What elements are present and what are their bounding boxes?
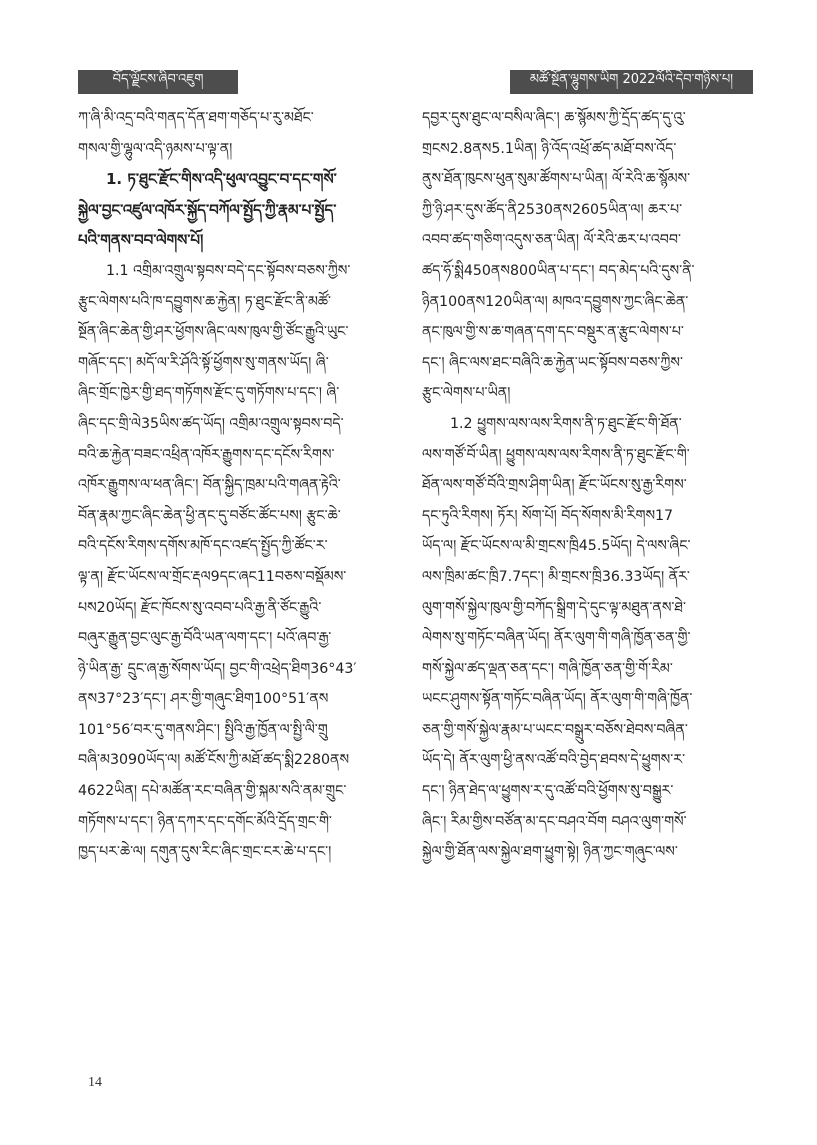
text-line: གཞོང་དང་། མདོ་ལ་རི་ཤོའི་སྟོ་ཕྱོགས་སུ་གནས་ཡོད། ཞི་ [78, 354, 329, 371]
right-column [422, 103, 754, 868]
running-header-left: བོད་ལྗོངས་ཞིབ་འཇུག [78, 70, 238, 94]
subsection-start: 1.2 ཕྱུགས་ལས་ལས་རིགས་ནི་ཏ་ཐུང་རྫོང་གི་ཐོན་ [450, 415, 682, 432]
text-line: ཚད་ཧོ་སྨི450ནས800ཡིན་པ་དང་། བད་མེད་པའི་དུས་ནི་ [422, 262, 695, 279]
text-line: ཅན་གྱི་གསོ་སྐྱེལ་རྣམ་པ་ཡངང་བསྒྲུར་བཅོས་ཐེབས་བཞིན་ [422, 721, 688, 738]
text-line: ཐོན་ལས་གཙོ་བོའི་གྲས་ཤིག་ཡིན། རྫོང་ཡོངས་སུ་རྒྱ་རིགས་ [422, 477, 687, 494]
text-line: སྐྱེལ་གྱི་ཐོན་ལས་སྐྱེལ་ཐག་ཕྱུག་སྟེ། ཉིན་ཀྱང་གཞུང་ལས་ [422, 844, 678, 861]
text-line: ཞིང་དང་གྲི་ལེ35ཡིས་ཚད་ཡོད། འགྲིམ་འགྲུལ་སྟབས་བདེ་ [78, 415, 344, 432]
text-line: ཉིན100ནས120ཡིན་ལ། མཁའ་དབྱུགས་ཀྱང་ཞིང་ཆེན་ [422, 293, 689, 310]
text-line: ཁྱད་པར་ཆེ་ལ། དགུན་དུས་རིང་ཞིང་གྲང་ངར་ཆེ་པ་དང་། [78, 844, 332, 861]
text-line: 4622ཡིན། དཔེ་མཚོན་རང་བཞིན་གྱི་སྐམ་སའི་ནམ་གྲུང་ [78, 783, 347, 800]
text-line: རྩུང་ལེགས་པ་ཡིན། [422, 385, 511, 402]
text-line: ལུག་གསོ་སྐྱེལ་ཁུལ་གྱི་བཀོད་སྒྲིག་དེ་དུང་ལྟ་མཐུན་ནས་ཐེ་ [422, 599, 686, 616]
text-line: ཡོད་དེ། ནོར་ལུག་ཕྱི་ནས་འཚོ་བའི་བྱེད་ཐབས་དེ་ཕྱུགས་ར་ [422, 752, 686, 769]
text-line: ལས་ཁྲིམ་ཚང་ཁྲི7.7དང་། མི་གྲངས་ཁྲི36.33ཡོད། ནོར་ [422, 568, 690, 585]
text-line: ཀྱི་ཉི་ཤར་དུས་ཚོད་ནི2530ནས2605ཡིན་ལ། ཆར་པ་ [422, 201, 683, 218]
running-header-right: མཚོ་སྔོན་ལྷུགས་ཡིག 2022ལོའི་དེབ་གཉིས་པ། [510, 70, 753, 94]
text-line: རྩུང་ལེགས་པའི་ཁ་དབྱུགས་ཆ་རྐྱེན། ཏ་ཐུང་རྫོང་ནི་མཚོ་ [78, 293, 332, 310]
text-line: ལྟ་ན། རྫོང་ཡོངས་ལ་གྲོང་རྡལ9དང་ཞང11བཅས་བསྡོམས་ [78, 568, 347, 585]
text-line: ཞིང་། རིམ་གྱིས་བཙོན་མ་དང་བཤའ་བོག བཤའ་ལུག་གསོ་ [422, 813, 687, 830]
text-line: སྔོན་ཞིང་ཆེན་གྱི་ཤར་ཕྱོགས་ཞིང་ལས་ཁུལ་གྱི་ཙོང་རྒྱུའི་ཡུང་ [78, 324, 349, 341]
text-line: པས20ཡོད། རྫོང་ཁོངས་སུ་འབབ་པའི་རྒྱ་ནི་ཙོང་རྒྱུའི་ [78, 599, 322, 616]
text-line: དབྱར་དུས་ཐུང་ལ་བསིལ་ཞིང་། ཆ་སྙོམས་ཀྱི་དྲོད་ཚད་དུ་འུ་ [422, 110, 686, 126]
subsection-start: 1.1 འགྲིམ་འགྲུལ་སྟབས་བདེ་དང་སྟོབས་བཅས་ཀྱིས་ [106, 262, 351, 279]
text-line: བོན་རྣམ་ཀྱང་ཞིང་ཆེན་ཕྱི་ནང་དུ་བཙོང་ཚོང་པས། རྩུང་ཆེ་ [78, 507, 341, 524]
text-line: གཏོགས་པ་དང་། ཉིན་དཀར་དང་དགོང་མོའི་དྲོད་གྲང་གི་ [78, 813, 332, 830]
text-line: གསལ་གྱི་ལྷུལ་འདི་ཉམས་པ་ལྟ་ན། [78, 140, 233, 157]
section-heading: 1. ཏ་ཐུང་རྫོང་གིས་འདི་ཕུལ་འབྱུང་བ་དང་གསོ་ [106, 170, 337, 189]
text-line: ཡངང་ཤུགས་སྟོན་གཏོང་བཞིན་ཡོད། ནོར་ལུག་གི་གཞི་ཁྱོན་ [422, 691, 693, 708]
text-line: ཉེ་ཡིན་རྒྱ་ དྲུང་ཞ་རྒྱ་སོགས་ཡོད། བྱང་གི་འཕྲེད་ཐིག36°43′ [78, 660, 357, 677]
text-line: 101°56′བར་དུ་གནས་ཤིང་། སྤྱིའི་རྒྱ་ཁྱོན་ལ་སྤྱི་ལི་གྲུ [78, 721, 328, 738]
text-line: ལས་གཙོ་བོ་ཡིན། ཕྱུགས་ལས་ལས་རིགས་ནི་ཏ་ཐུང་རྫོང་གི་ [422, 446, 690, 463]
text-line: ནུས་ཐོན་ཁུངས་ཕུན་སུམ་ཚོགས་པ་ཡིན། ལོ་རེའི་ཆ་སྙོམས་ [422, 171, 691, 188]
text-line: དང་ཏུའི་རིགས། ཏོར། སོག་པོ། བོད་སོགས་མི་རིགས17 [422, 507, 674, 524]
text-line: དང་། ཉིན་ཐེད་ལ་ཕྱུགས་ར་དུ་འཚོ་བའི་ཕྱོགས་སུ་བསྒྱུར་ [422, 783, 674, 800]
section-heading: པའི་གནས་བབ་ལེགས་པོ། [78, 231, 204, 250]
text-line: ལེགས་སུ་གཏོང་བཞིན་ཡོད། ནོར་ལུག་གི་གཞི་ཁྱོན་ཅན་གྱི་ [422, 630, 691, 647]
text-line: ཡོད་ལ། རྫོང་ཡོངས་ལ་མི་གྲངས་ཁྲི45.5ཡོད། དེ་ལས་ཞིང་ [422, 538, 691, 555]
text-line: དང་། ཞིང་ལས་ཐང་བཞིའི་ཆ་རྐྱེན་ཡང་སྟོབས་བཅས་ཀྱིས་ [422, 354, 683, 371]
text-line: འབབ་ཚད་གཅིག་འདུས་ཅན་ཡིན། ལོ་རེའི་ཆར་པ་འབབ་ [422, 232, 681, 249]
text-line: བཞི་མ3090ཡོད་ལ། མཚོ་ངོས་ཀྱི་མཐོ་ཚད་སྨི2280ནས [78, 752, 350, 769]
text-line: བཞུར་རྒྱུན་བྱང་ལུང་རྒྱ་བོའི་ཡན་ལག་དང་། པའོ་ཞབ་རྒྱ་ [78, 630, 332, 647]
text-line: གྲངས2.8ནས5.1ཡིན། ཉི་འོད་འཕྲོ་ཚད་མཐོ་བས་འོད་ [422, 140, 677, 157]
text-line: ཀ་ཞི་མི་འདྲ་བའི་གནད་དོན་ཐག་གཅོད་པ་རུ་མཐོང་ [78, 110, 314, 126]
section-heading: སྐྱེལ་བྱང་འཛུལ་འཁོར་སྐྱོད་བཀོལ་སྤྱོད་ཀྱི་རྣམ་པ་སྤྱོད་ [78, 200, 337, 219]
text-line: ནང་ཁུལ་གྱི་ས་ཆ་གཞན་དག་དང་བསྡུར་ན་རྩུང་ལེགས་པ་ [422, 324, 684, 341]
text-line: གསོ་སྐྱེལ་ཚད་ལྡན་ཅན་དང་། གཞི་ཁྱོན་ཅན་གྱི་གོ་རིམ་ [422, 660, 673, 677]
text-line: འཁོར་རྒྱུགས་ལ་ཕན་ཞིང་། བོན་སྐྱིད་ཁྲམ་པའི་གཞན་རྟེའི་ [78, 477, 341, 494]
text-line: བའི་ཆ་རྐྱེན་བཟང་འཕྲིན་འཁོར་རྒྱུགས་དང་དངོས་རིགས་ [78, 446, 335, 463]
text-line: ཞིང་གྲོང་ཁྱེར་གྱི་ཐད་གཏོགས་རྫོང་དུ་གཏོགས་པ་དང་། ཞི་ [78, 385, 340, 402]
text-line: བའི་དངོས་རིགས་དགོས་མཁོ་དང་འཛད་སྤྱོད་ཀྱི་ཚོང་ར་ [78, 538, 328, 555]
text-line: ནས37°23′དང་། ཤར་གྱི་གཞུང་ཐིག100°51′ནས [78, 691, 329, 708]
left-column [78, 103, 396, 868]
page-number: 14 [88, 1075, 102, 1090]
